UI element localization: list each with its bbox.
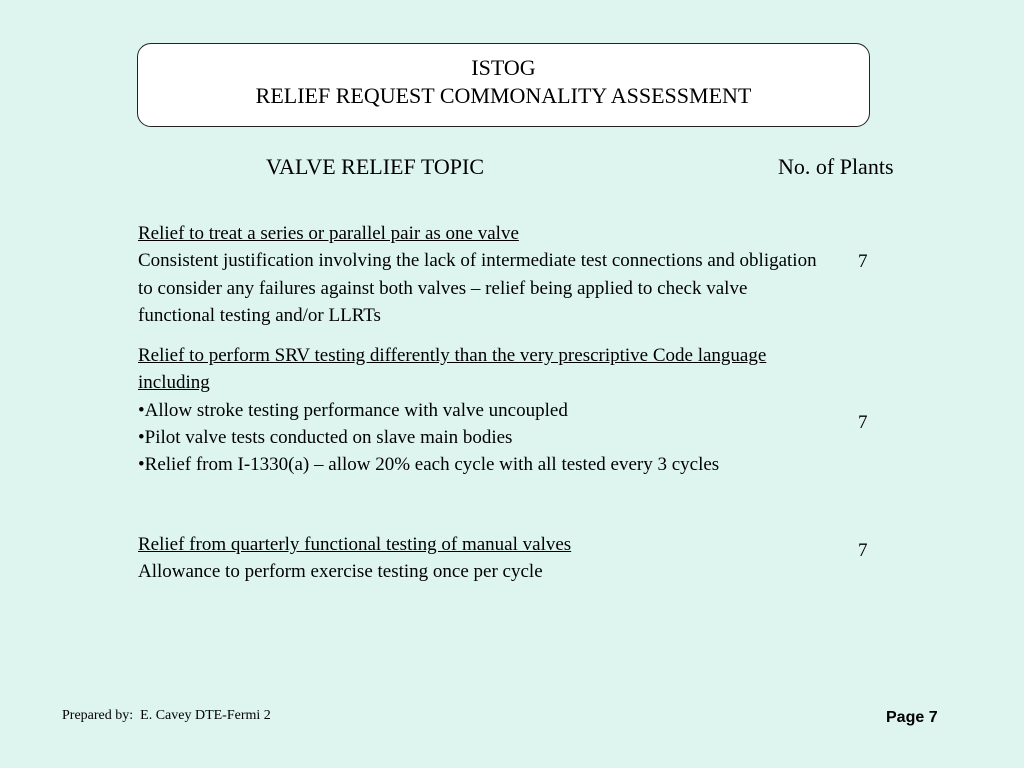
relief-row-heading: Relief to perform SRV testing differently than the very prescriptive Code language including	[138, 345, 767, 394]
relief-row-3	[138, 531, 818, 586]
column-header-topic: VALVE RELIEF TOPIC	[266, 154, 485, 179]
prepared-by: Prepared by: E. Cavey DTE-Fermi 2	[62, 708, 271, 723]
relief-row-2	[138, 342, 818, 478]
relief-row-body: Consistent justification involving the lack of intermediate test connections and obligation to consider any failures against both valves – relief being applied to check valve functional testing and/or LLRTs	[138, 250, 817, 326]
plant-count: 7	[858, 412, 868, 433]
column-header-plants: No. of Plants	[778, 154, 894, 179]
title-line-1: ISTOG	[471, 55, 536, 80]
bullet-text: Relief from I-1330(a) – allow 20% each cycle with all tested every 3 cycles	[144, 454, 720, 476]
bullet-item: •Relief from I-1330(a) – allow 20% each cycle with all tested every 3 cycles	[138, 454, 720, 476]
bullet-text: Pilot valve tests conducted on slave main bodies	[144, 426, 513, 448]
bullet-item: •Allow stroke testing performance with valve uncoupled	[138, 399, 568, 421]
title-line-2: RELIEF REQUEST COMMONALITY ASSESSMENT	[255, 83, 752, 108]
relief-row-1	[138, 220, 818, 329]
relief-row-heading: Relief from quarterly functional testing of manual valves	[138, 534, 572, 555]
page-number: Page 7	[886, 709, 938, 726]
relief-row-heading: Relief to treat a series or parallel pair as one valve	[138, 223, 519, 244]
title-box	[137, 43, 870, 127]
bullet-text: Allow stroke testing performance with valve uncoupled	[144, 399, 568, 421]
relief-row-body: Allowance to perform exercise testing once per cycle	[138, 561, 543, 583]
plant-count: 7	[858, 251, 868, 272]
plant-count: 7	[858, 540, 868, 561]
bullet-item: •Pilot valve tests conducted on slave main bodies	[138, 426, 513, 448]
